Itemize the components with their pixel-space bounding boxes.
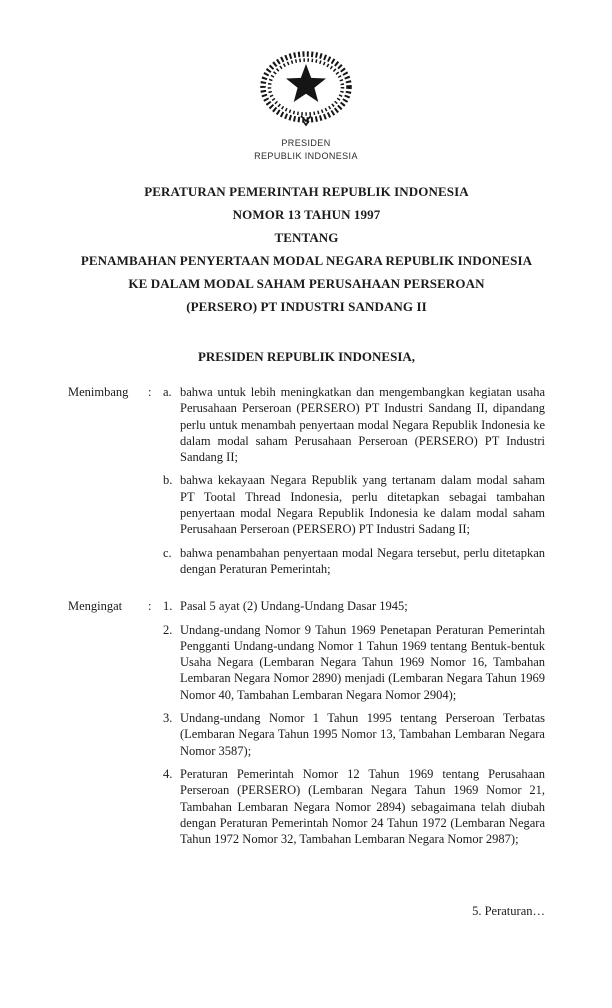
document-body: [68, 180, 545, 847]
emblem-caption-line2: REPUBLIK INDONESIA: [254, 150, 358, 161]
title-line-2: NOMOR 13 TAHUN 1997: [232, 207, 381, 222]
section-menimbang: [68, 384, 545, 577]
item-text: Undang-undang Nomor 1 Tahun 1995 tentang Perseroan Terbatas (Lembaran Negara Tahun 1995 Nomor 13, Tambahan Lembaran Negara Nomor 3587);: [180, 711, 545, 758]
list-item: [163, 710, 545, 759]
section-colon: :: [148, 599, 152, 614]
list-item: [163, 766, 545, 847]
title-line-3: TENTANG: [274, 230, 339, 245]
title-line-1: PERATURAN PEMERINTAH REPUBLIK INDONESIA: [144, 184, 469, 199]
document-title: [68, 180, 545, 318]
list-item: [163, 598, 545, 614]
list-item: [163, 472, 545, 537]
item-marker: 3.: [163, 711, 173, 726]
title-line-5: KE DALAM MODAL SAHAM PERUSAHAAN PERSEROAN: [128, 276, 485, 291]
section-colon: :: [148, 385, 152, 399]
list-item: [163, 545, 545, 578]
section-label: Mengingat: [68, 599, 123, 614]
sections: [68, 384, 545, 847]
salutation: PRESIDEN REPUBLIK INDONESIA,: [197, 349, 416, 364]
list-item: [163, 384, 545, 465]
item-marker: b.: [163, 473, 173, 488]
title-line-6: (PERSERO) PT INDUSTRI SANDANG II: [186, 299, 427, 314]
item-text: bahwa untuk lebih meningkatkan dan mengembangkan kegiatan usaha Perusahaan Perseroan (PERSERO) PT Industri Sandang II, dipandang perlu untuk menambah penyertaan modal Negara Republik Indonesia ke dalam modal saham Perusahaan Perseroan (PERSERO) PT Industri Sandang II;: [180, 385, 545, 465]
emblem-caption-line1: PRESIDEN: [281, 138, 331, 148]
emblem-block: [0, 50, 612, 162]
item-marker: 1.: [163, 599, 173, 614]
item-marker: a.: [163, 385, 172, 399]
section-items: [163, 598, 545, 847]
item-marker: 4.: [163, 766, 173, 781]
item-text: Pasal 5 ayat (2) Undang-Undang Dasar 1945;: [180, 599, 408, 614]
star-wreath-emblem-icon: [258, 50, 354, 130]
item-marker: c.: [163, 545, 172, 560]
catchword: 5. Peraturan…: [472, 904, 545, 918]
title-line-4: PENAMBAHAN PENYERTAAN MODAL NEGARA REPUBLIK INDONESIA: [80, 253, 533, 268]
item-text: Undang-undang Nomor 9 Tahun 1969 Penetapan Peraturan Pemerintah Pengganti Undang-undang Nomor 1 Tahun 1969 tentang Bentuk-bentuk Usaha Negara (Lembaran Negara Tahun 1969 Nomor 16, Tambahan Lembaran Negara Nomor 2890) menjadi (Lembaran Negara Tahun 1969 Nomor 40, Tambahan Lembaran Negara Nomor 2904);: [180, 622, 545, 702]
section-label: Menimbang: [68, 385, 129, 399]
list-item: [163, 622, 545, 703]
item-text: bahwa penambahan penyertaan modal Negara tersebut, perlu ditetapkan dengan Peraturan Pemerintah;: [180, 545, 545, 576]
item-marker: 2.: [163, 622, 173, 637]
section-items: [163, 384, 545, 577]
emblem-caption: [0, 137, 612, 162]
item-text: bahwa kekayaan Negara Republik yang tertanam dalam modal saham PT Tootal Thread Indonesia, perlu ditetapkan sebagai tambahan penyertaan modal Negara Republik Indonesia ke dalam modal saham Perusahaan Perseroan (PERSERO) PT Industri Sadang II;: [180, 473, 545, 537]
item-text: Peraturan Pemerintah Nomor 12 Tahun 1969 tentang Perusahaan Perseroan (PERSERO) (Lembaran Negara Tahun 1969 Nomor 21, Tambahan Lembaran Negara Nomor 2894) sebagaimana telah diubah dengan Peraturan Pemerintah Nomor 24 Tahun 1972 (Lembaran Negara Tahun 1972 Nomor 32, Tambahan Lembaran Negara Nomor 2987);: [180, 766, 545, 847]
section-mengingat: [68, 598, 545, 847]
